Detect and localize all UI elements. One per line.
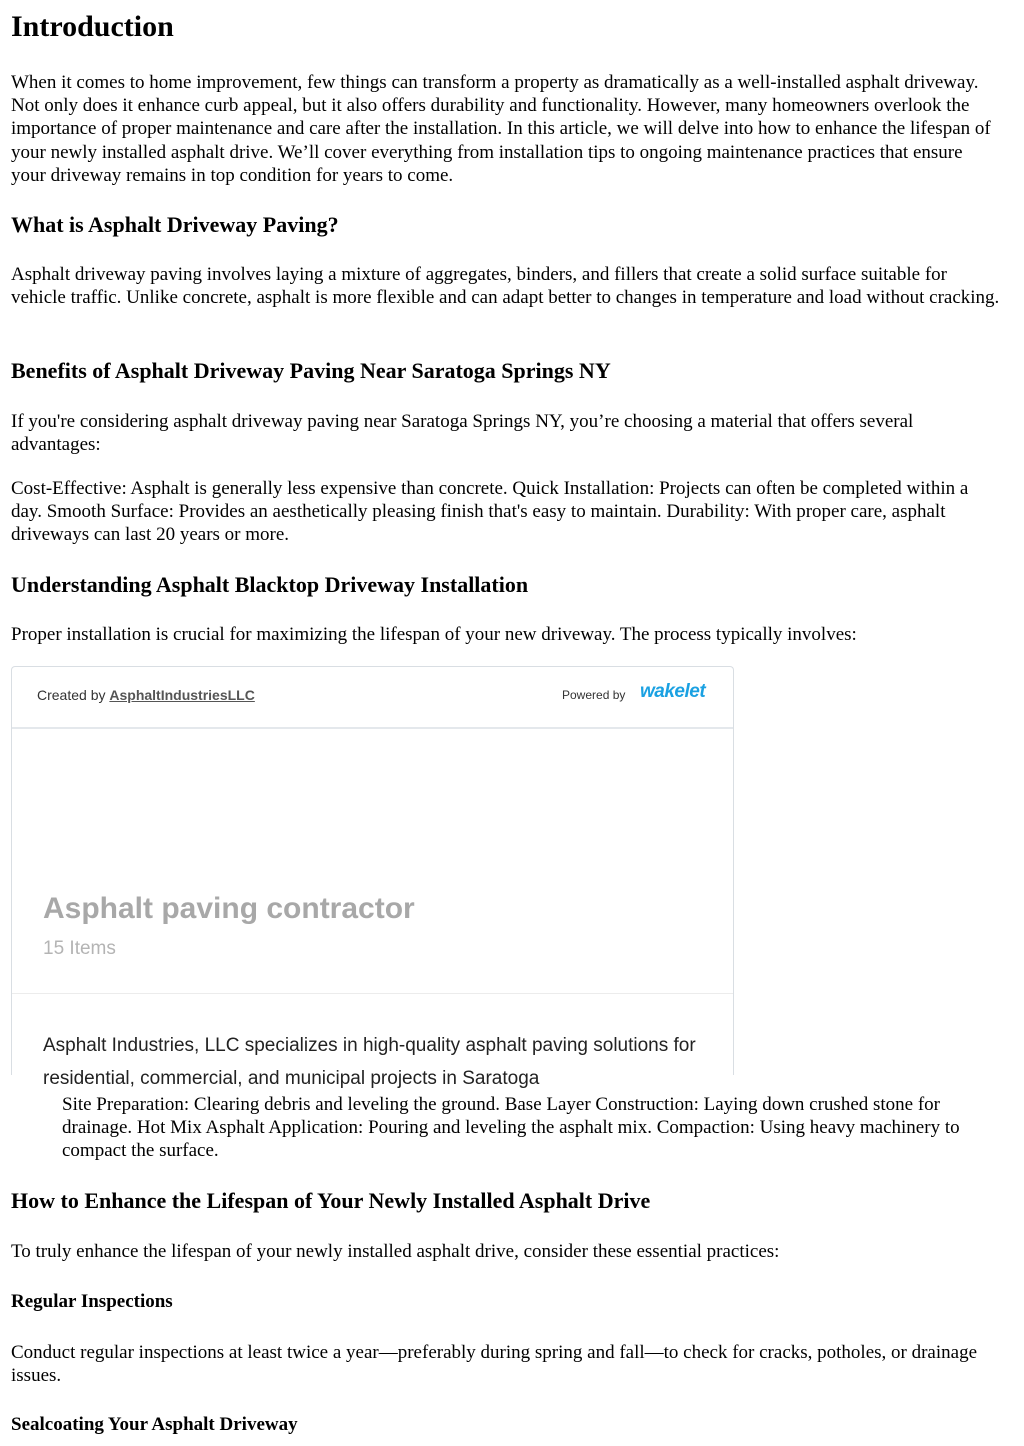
section-paragraph-enhance-lifespan: To truly enhance the lifespan of your newly installed asphalt drive, consider these essential practices: — [11, 1241, 780, 1262]
section-paragraph-what-is-paving: Asphalt driveway paving involves laying a mixture of aggregates, binders, and fillers that create a solid surface suitable for vehicle traffic. Unlike concrete, asphalt is more flexible and can adapt better to changes in temperature and load without cracking. — [11, 264, 1000, 309]
section-paragraph-benefits-list: Cost-Effective: Asphalt is generally less expensive than concrete. Quick Installation: Projects can often be completed within a day. Smooth Surface: Provides an aesthetically pleasing finish that's easy to maintain. Durability: With proper care, asphalt driveways can last 20 years or more. — [11, 478, 969, 546]
created-by-text — [37, 687, 255, 703]
section-heading-what-is-paving: What is Asphalt Driveway Paving? — [11, 212, 339, 237]
subheading-sealcoating: Sealcoating Your Asphalt Driveway — [11, 1414, 298, 1435]
created-by-prefix: Created by — [37, 687, 110, 703]
wakelet-embed[interactable] — [11, 666, 734, 1089]
installation-steps: Site Preparation: Clearing debris and leveling the ground. Base Layer Construction: Laying down crushed stone for drainage. Hot Mix Asphalt Application: Pouring and leveling the asphalt mix. Compaction: Using heavy machinery to compact the surface. — [62, 1094, 960, 1162]
section-heading-benefits: Benefits of Asphalt Driveway Paving Near Saratoga Springs NY — [11, 358, 611, 383]
page-title: Introduction — [11, 10, 174, 43]
embed-divider — [12, 993, 733, 994]
paragraph-regular-inspections: Conduct regular inspections at least twice a year—preferably during spring and fall—to check for cracks, potholes, or drainage issues. — [11, 1342, 978, 1387]
collection-description: Asphalt Industries, LLC specializes in high-quality asphalt paving solutions for residential, commercial, and municipal projects in Saratoga — [43, 1035, 696, 1089]
embed-header — [12, 667, 733, 729]
collection-title[interactable]: Asphalt paving contractor — [43, 892, 415, 925]
powered-by-label: Powered by — [562, 688, 626, 702]
creator-link[interactable]: AsphaltIndustriesLLC — [109, 687, 255, 703]
section-heading-installation: Understanding Asphalt Blacktop Driveway Installation — [11, 572, 529, 597]
collection-item-count: 15 Items — [43, 938, 116, 959]
section-heading-enhance-lifespan: How to Enhance the Lifespan of Your Newly Installed Asphalt Drive — [11, 1188, 651, 1213]
intro-paragraph: When it comes to home improvement, few things can transform a property as dramatically as a well-installed asphalt driveway. Not only does it enhance curb appeal, but it also offers durability and functionality. However, many homeowners overlook the importance of proper maintenance and care after the installation. In this article, we will delve into how to enhance the lifespan of your newly installed asphalt drive. We’ll cover everything from installation tips to ongoing maintenance practices that ensure your driveway remains in top condition for years to come. — [11, 72, 991, 186]
section-paragraph-installation: Proper installation is crucial for maximizing the lifespan of your new driveway. The process typically involves: — [11, 624, 857, 645]
subheading-regular-inspections: Regular Inspections — [11, 1291, 173, 1312]
section-paragraph-benefits-intro: If you're considering asphalt driveway paving near Saratoga Springs NY, you’re choosing a material that offers several advantages: — [11, 411, 914, 456]
wakelet-logo[interactable]: wakelet — [640, 681, 706, 702]
